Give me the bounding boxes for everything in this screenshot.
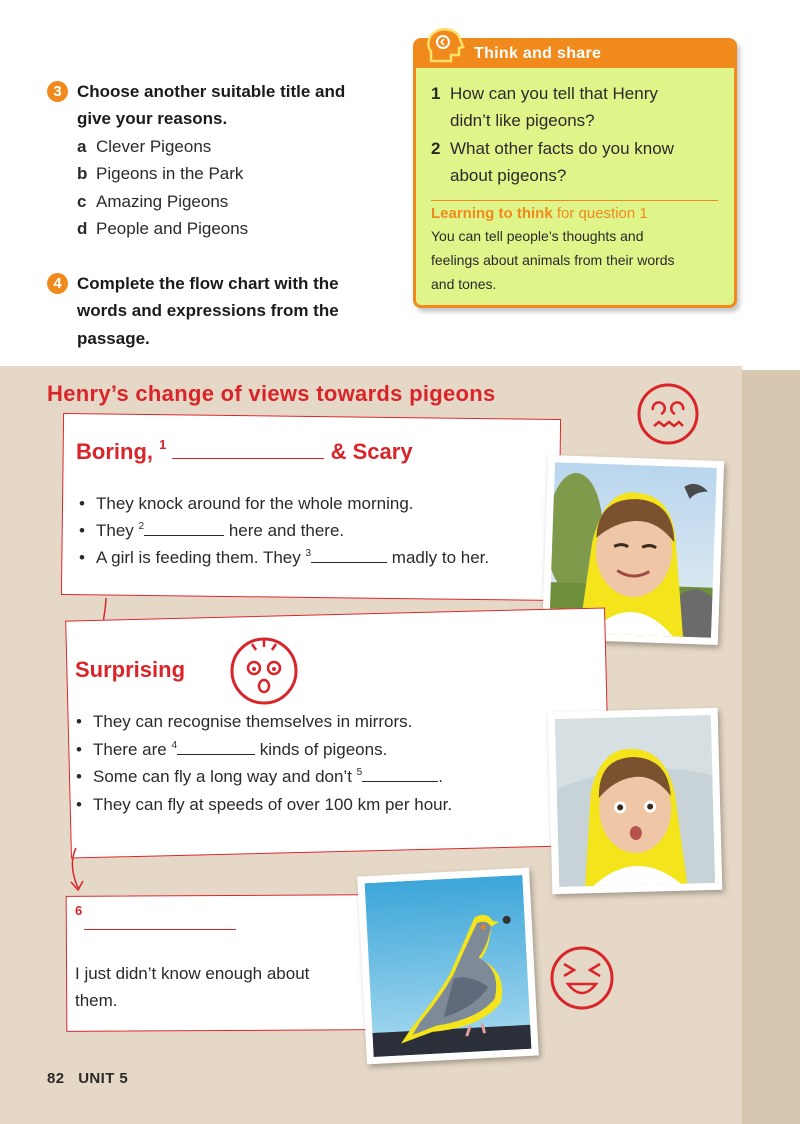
text-line: them.	[75, 991, 118, 1010]
unit-label: UNIT 5	[78, 1070, 129, 1087]
option-text: Amazing Pigeons	[96, 192, 229, 211]
bullet-item	[96, 521, 344, 541]
option-d	[77, 215, 248, 242]
option-text: Pigeons in the Park	[96, 164, 244, 183]
option-text: People and Pigeons	[96, 219, 249, 238]
bullet-text: There are	[93, 740, 167, 759]
flow-arrow-icon	[66, 846, 94, 894]
option-a	[77, 133, 211, 160]
question-4-text-line2: words and expressions from the	[77, 301, 339, 320]
text-line: I just didn’t know enough about	[75, 964, 310, 983]
learning-to-think-label	[431, 205, 648, 222]
thinking-head-icon	[425, 27, 469, 67]
option-letter: d	[77, 219, 88, 238]
question-line: How can you tell that Henry	[450, 84, 658, 103]
blank-number: 6	[75, 903, 83, 918]
blank-number: 4	[171, 740, 177, 751]
flowchart-heading: Henry’s change of views towards pigeons	[47, 381, 496, 406]
option-c	[77, 188, 228, 215]
bullet-text: They can fly at speeds of over 100 km per hour.	[93, 795, 453, 814]
surprised-face-icon	[228, 634, 300, 706]
option-text: Clever Pigeons	[96, 137, 212, 156]
think-question-1	[431, 80, 721, 134]
bullet-item	[93, 795, 452, 815]
question-3-text-line2: give your reasons.	[77, 109, 228, 128]
option-b	[77, 160, 243, 187]
bullet-text: They knock around for the whole morning.	[96, 494, 414, 513]
option-letter: c	[77, 192, 87, 211]
learning-for: for question 1	[556, 205, 648, 222]
title-part: & Scary	[330, 439, 413, 464]
question-line: about pigeons?	[450, 166, 567, 185]
bullet-item	[96, 494, 414, 514]
bullet-text: Some can fly a long way and don’t	[93, 767, 352, 786]
divider	[431, 200, 718, 201]
answer-blank-4[interactable]	[177, 740, 255, 755]
think-and-share-title: Think and share	[474, 45, 602, 62]
laughing-face-icon	[548, 944, 616, 1012]
question-line: didn’t like pigeons?	[450, 111, 595, 130]
question-line: What other facts do you know	[450, 139, 674, 158]
bullet-item	[96, 548, 489, 568]
title-part: Boring,	[76, 439, 153, 464]
question-4-text-line3: passage.	[77, 329, 150, 348]
note-line: You can tell people’s thoughts and	[431, 228, 644, 244]
bullet-item	[93, 767, 443, 787]
card-1-title	[76, 437, 413, 465]
answer-blank-2[interactable]	[144, 521, 224, 536]
bullet-text: .	[438, 767, 443, 786]
answer-blank-5[interactable]	[362, 767, 438, 782]
card-2-title: Surprising	[75, 657, 186, 682]
boy-surprised-photo	[548, 708, 723, 894]
question-num: 1	[431, 84, 441, 103]
bullet-text: A girl is feeding them. They	[96, 548, 301, 567]
page-number: 82	[47, 1070, 65, 1087]
think-question-2	[431, 135, 721, 189]
question-3-text-line1: Choose another suitable title and	[77, 82, 346, 101]
page-footer	[47, 1070, 128, 1087]
note-line: feelings about animals from their words	[431, 252, 675, 268]
card-3-text	[75, 960, 309, 1014]
bullet-text: madly to her.	[391, 548, 490, 567]
bullet-text: They	[96, 521, 134, 540]
angry-face-icon	[636, 382, 700, 446]
blank-number: 3	[305, 548, 312, 559]
blank-number: 2	[138, 521, 145, 532]
bullet-item	[93, 712, 412, 732]
question-4-text-line1: Complete the flow chart with the	[77, 274, 339, 293]
think-and-share-box	[413, 38, 737, 308]
option-letter: b	[77, 164, 88, 183]
learning-label: Learning to think	[431, 205, 553, 222]
answer-blank-6[interactable]	[84, 929, 236, 930]
question-num: 2	[431, 139, 441, 158]
note-line: and tones.	[431, 276, 497, 292]
bullet-text: They can recognise themselves in mirrors.	[93, 712, 413, 731]
option-letter: a	[77, 137, 87, 156]
blank-number: 5	[356, 767, 363, 778]
answer-blank-1[interactable]	[172, 440, 324, 459]
bullet-item	[93, 740, 387, 760]
bullet-text: kinds of pigeons.	[259, 740, 388, 759]
learning-note	[431, 224, 721, 296]
bullet-text: here and there.	[228, 521, 345, 540]
question-number-badge: 4	[47, 273, 68, 294]
pigeon-photo	[357, 868, 539, 1065]
flowchart-card-2	[65, 607, 611, 858]
answer-blank-3[interactable]	[311, 548, 387, 563]
page-edge	[740, 370, 800, 1124]
question-number-badge: 3	[47, 81, 68, 102]
blank-number: 1	[159, 437, 167, 452]
